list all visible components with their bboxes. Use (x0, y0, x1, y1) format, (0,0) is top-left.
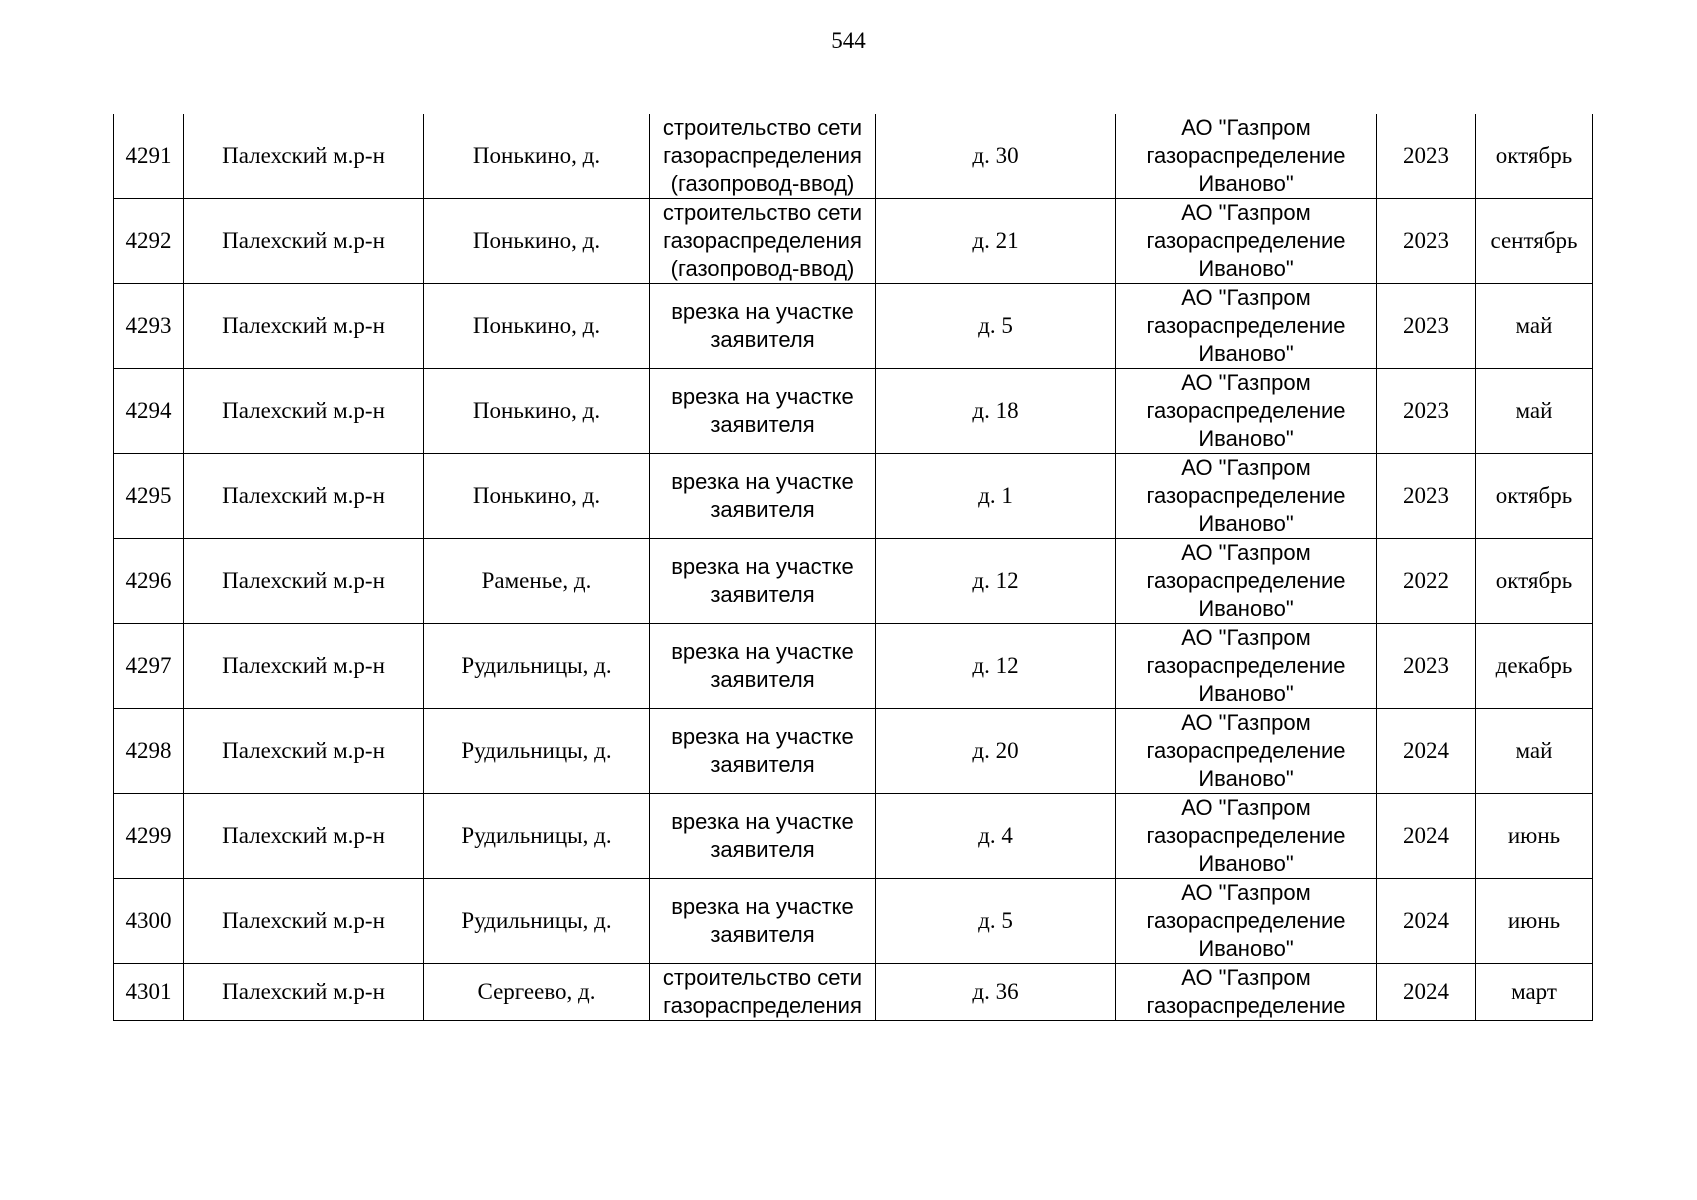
locality-cell: Рудильницы, д. (424, 879, 650, 964)
year-cell: 2024 (1377, 709, 1476, 794)
work-type-cell (650, 114, 876, 199)
work-type-line: газораспределения (663, 993, 862, 1018)
organization-line: газораспределение (1146, 143, 1346, 168)
address-cell: д. 5 (876, 879, 1116, 964)
work-type-line: строительство сети (662, 965, 863, 990)
organization-cell (1116, 709, 1377, 794)
row-number-cell: 4293 (114, 284, 184, 369)
organization-line: Иваново" (1198, 511, 1294, 536)
row-number-cell: 4294 (114, 369, 184, 454)
work-type-line: врезка на участке (671, 384, 854, 409)
organization-cell (1116, 539, 1377, 624)
work-type-line: врезка на участке (671, 809, 854, 834)
district-cell: Палехский м.р-н (184, 284, 424, 369)
month-cell: июнь (1476, 879, 1593, 964)
organization-line: Иваново" (1198, 171, 1294, 196)
row-number-cell: 4299 (114, 794, 184, 879)
year-cell: 2024 (1377, 964, 1476, 1021)
organization-line: АО "Газпром (1181, 625, 1311, 650)
organization-cell (1116, 199, 1377, 284)
year-cell: 2022 (1377, 539, 1476, 624)
district-cell: Палехский м.р-н (184, 454, 424, 539)
row-number-cell: 4296 (114, 539, 184, 624)
row-number-cell: 4292 (114, 199, 184, 284)
month-cell: октябрь (1476, 539, 1593, 624)
row-number-cell: 4295 (114, 454, 184, 539)
district-cell: Палехский м.р-н (184, 199, 424, 284)
gas-connection-table (113, 114, 1593, 1021)
year-cell: 2024 (1377, 794, 1476, 879)
row-number-cell: 4297 (114, 624, 184, 709)
table-row (114, 709, 1593, 794)
organization-line: АО "Газпром (1181, 795, 1311, 820)
work-type-cell (650, 624, 876, 709)
organization-line: Иваново" (1198, 936, 1294, 961)
work-type-cell (650, 199, 876, 284)
work-type-line: заявителя (710, 837, 815, 862)
work-type-line: врезка на участке (671, 554, 854, 579)
locality-cell: Понькино, д. (424, 284, 650, 369)
month-cell: май (1476, 709, 1593, 794)
district-cell: Палехский м.р-н (184, 539, 424, 624)
district-cell: Палехский м.р-н (184, 709, 424, 794)
year-cell: 2023 (1377, 454, 1476, 539)
district-cell: Палехский м.р-н (184, 624, 424, 709)
organization-line: АО "Газпром (1181, 200, 1311, 225)
organization-line: АО "Газпром (1181, 285, 1311, 310)
row-number-cell: 4291 (114, 114, 184, 199)
organization-line: АО "Газпром (1181, 370, 1311, 395)
work-type-cell (650, 964, 876, 1021)
address-cell: д. 18 (876, 369, 1116, 454)
organization-line: Иваново" (1198, 341, 1294, 366)
row-number-cell: 4301 (114, 964, 184, 1021)
address-cell: д. 4 (876, 794, 1116, 879)
work-type-line: врезка на участке (671, 299, 854, 324)
month-cell: декабрь (1476, 624, 1593, 709)
organization-line: АО "Газпром (1181, 710, 1311, 735)
district-cell: Палехский м.р-н (184, 879, 424, 964)
organization-line: Иваново" (1198, 851, 1294, 876)
table-row (114, 369, 1593, 454)
organization-cell (1116, 794, 1377, 879)
locality-cell: Понькино, д. (424, 114, 650, 199)
organization-line: Иваново" (1198, 681, 1294, 706)
address-cell: д. 12 (876, 624, 1116, 709)
organization-line: АО "Газпром (1181, 115, 1311, 140)
work-type-cell (650, 709, 876, 794)
organization-line: газораспределение (1146, 313, 1346, 338)
month-cell: июнь (1476, 794, 1593, 879)
work-type-line: заявителя (710, 497, 815, 522)
work-type-line: заявителя (710, 412, 815, 437)
table-row (114, 964, 1593, 1021)
address-cell: д. 30 (876, 114, 1116, 199)
month-cell: май (1476, 284, 1593, 369)
year-cell: 2023 (1377, 369, 1476, 454)
locality-cell: Рудильницы, д. (424, 794, 650, 879)
table-body (114, 114, 1593, 1021)
organization-line: АО "Газпром (1181, 540, 1311, 565)
organization-line: газораспределение (1146, 228, 1346, 253)
organization-line: газораспределение (1146, 823, 1346, 848)
work-type-line: врезка на участке (671, 894, 854, 919)
organization-line: газораспределение (1146, 483, 1346, 508)
organization-cell (1116, 114, 1377, 199)
address-cell: д. 20 (876, 709, 1116, 794)
month-cell: март (1476, 964, 1593, 1021)
district-cell: Палехский м.р-н (184, 794, 424, 879)
locality-cell: Понькино, д. (424, 454, 650, 539)
organization-line: Иваново" (1198, 256, 1294, 281)
locality-cell: Понькино, д. (424, 369, 650, 454)
locality-cell: Рудильницы, д. (424, 709, 650, 794)
work-type-line: газораспределения (663, 143, 862, 168)
work-type-cell (650, 284, 876, 369)
table-row (114, 624, 1593, 709)
work-type-line: (газопровод-ввод) (670, 171, 855, 196)
work-type-line: строительство сети (662, 200, 863, 225)
address-cell: д. 1 (876, 454, 1116, 539)
address-cell: д. 12 (876, 539, 1116, 624)
work-type-line: врезка на участке (671, 724, 854, 749)
address-cell: д. 36 (876, 964, 1116, 1021)
address-cell: д. 21 (876, 199, 1116, 284)
organization-cell (1116, 369, 1377, 454)
address-cell: д. 5 (876, 284, 1116, 369)
page-number: 544 (831, 28, 866, 53)
organization-line: газораспределение (1146, 398, 1346, 423)
locality-cell: Понькино, д. (424, 199, 650, 284)
table-row (114, 539, 1593, 624)
organization-cell (1116, 454, 1377, 539)
district-cell: Палехский м.р-н (184, 369, 424, 454)
work-type-line: врезка на участке (671, 469, 854, 494)
organization-line: АО "Газпром (1181, 455, 1311, 480)
organization-line: газораспределение (1146, 908, 1346, 933)
work-type-line: врезка на участке (671, 639, 854, 664)
table-row (114, 879, 1593, 964)
work-type-line: газораспределения (663, 228, 862, 253)
row-number-cell: 4298 (114, 709, 184, 794)
work-type-line: строительство сети (662, 115, 863, 140)
organization-line: газораспределение (1146, 568, 1346, 593)
district-cell: Палехский м.р-н (184, 964, 424, 1021)
work-type-line: заявителя (710, 582, 815, 607)
organization-line: Иваново" (1198, 426, 1294, 451)
work-type-line: заявителя (710, 752, 815, 777)
work-type-cell (650, 794, 876, 879)
table-row (114, 794, 1593, 879)
locality-cell: Рудильницы, д. (424, 624, 650, 709)
locality-cell: Раменье, д. (424, 539, 650, 624)
work-type-cell (650, 369, 876, 454)
district-cell: Палехский м.р-н (184, 114, 424, 199)
organization-line: АО "Газпром (1181, 880, 1311, 905)
organization-cell (1116, 964, 1377, 1021)
month-cell: сентябрь (1476, 199, 1593, 284)
organization-cell (1116, 879, 1377, 964)
work-type-line: (газопровод-ввод) (670, 256, 855, 281)
table-row (114, 199, 1593, 284)
work-type-line: заявителя (710, 667, 815, 692)
organization-cell (1116, 284, 1377, 369)
work-type-cell (650, 879, 876, 964)
work-type-cell (650, 539, 876, 624)
month-cell: октябрь (1476, 114, 1593, 199)
work-type-line: заявителя (710, 327, 815, 352)
organization-cell (1116, 624, 1377, 709)
organization-line: газораспределение (1146, 738, 1346, 763)
row-number-cell: 4300 (114, 879, 184, 964)
table-row (114, 114, 1593, 199)
table-row (114, 454, 1593, 539)
month-cell: май (1476, 369, 1593, 454)
table-row (114, 284, 1593, 369)
work-type-cell (650, 454, 876, 539)
year-cell: 2023 (1377, 284, 1476, 369)
year-cell: 2024 (1377, 879, 1476, 964)
work-type-line: заявителя (710, 922, 815, 947)
organization-line: Иваново" (1198, 766, 1294, 791)
organization-line: Иваново" (1198, 596, 1294, 621)
organization-line: газораспределение (1146, 993, 1346, 1018)
organization-line: АО "Газпром (1181, 965, 1311, 990)
year-cell: 2023 (1377, 199, 1476, 284)
month-cell: октябрь (1476, 454, 1593, 539)
organization-line: газораспределение (1146, 653, 1346, 678)
locality-cell: Сергеево, д. (424, 964, 650, 1021)
year-cell: 2023 (1377, 114, 1476, 199)
year-cell: 2023 (1377, 624, 1476, 709)
